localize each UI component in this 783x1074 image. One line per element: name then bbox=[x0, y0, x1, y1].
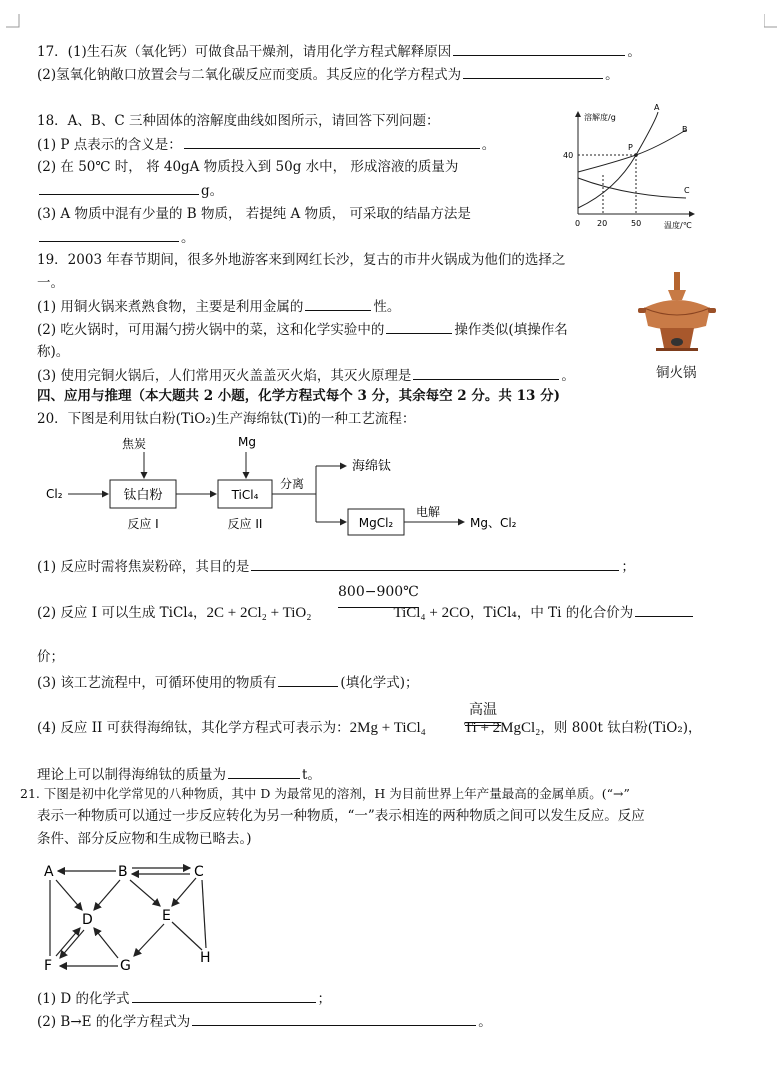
curve-a-label: A bbox=[654, 103, 660, 112]
q20-intro: 20．下图是利用钛白粉(TiO₂)生产海绵钛(Ti)的一种工艺流程： bbox=[37, 411, 416, 427]
node-h: H bbox=[200, 950, 211, 966]
answer-blank[interactable] bbox=[132, 989, 316, 1003]
q19-part2b: 称)。 bbox=[37, 344, 70, 360]
box2-label: TiCl₄ bbox=[231, 488, 259, 502]
box3-label: MgCl₂ bbox=[358, 516, 394, 530]
answer-blank[interactable] bbox=[278, 673, 338, 687]
x-tick-50: 50 bbox=[631, 219, 642, 228]
q20-part2: (2) 反应 I 可以生成 TiCl₄，2C + 2Cl₂ + TiO₂ TiCl₄ + 2CO，TiCl₄，中 Ti 的化合价为 bbox=[37, 603, 695, 622]
q19-intro-a: 19．2003 年春节期间，很多外地游客来到网红长沙，复古的市井火锅成为他们的选择之 bbox=[37, 252, 566, 268]
answer-blank[interactable] bbox=[453, 42, 625, 56]
answer-blank[interactable] bbox=[305, 297, 371, 311]
answer-blank[interactable] bbox=[386, 320, 452, 334]
substance-relation-diagram bbox=[38, 858, 228, 978]
curve-c-label: C bbox=[684, 186, 690, 195]
q20-part4: (4) 反应 II 可获得海绵钛，其化学方程式可表示为：2Mg + TiCl₄ Ti + 2MgCl₂，则 800t 钛白粉(TiO₂)， bbox=[37, 720, 702, 736]
equation2-arrow-top bbox=[465, 722, 501, 723]
reaction1-label: 反应 I bbox=[127, 517, 159, 531]
q18-part3a: (3) A 物质中混有少量的 B 物质， 若提纯 A 物质， 可采取的结晶方法是 bbox=[37, 206, 471, 222]
q21-part2: (2) B→E 的化学方程式为 。 bbox=[37, 1014, 492, 1030]
q19-part3: (3) 使用完铜火锅后，人们常用灭火盖盖灭火焰，其灭火原理是 。 bbox=[37, 368, 575, 384]
separate-label: 分离 bbox=[280, 477, 305, 491]
answer-blank[interactable] bbox=[413, 366, 559, 380]
node-e: E bbox=[162, 908, 171, 924]
node-b: B bbox=[118, 864, 128, 880]
coke-label: 焦炭 bbox=[122, 437, 147, 451]
answer-blank[interactable] bbox=[39, 228, 179, 242]
q17-line2: (2)氢氧化钠敞口放置会与二氧化碳反应而变质。其反应的化学方程式为 。 bbox=[37, 67, 619, 83]
corner-mark-right bbox=[764, 14, 778, 28]
products-label: Mg、Cl₂ bbox=[470, 516, 517, 530]
equation1-condition: 800−900℃ bbox=[338, 584, 419, 600]
x-axis-label: 温度/℃ bbox=[664, 221, 692, 230]
q20-part2-end: 价； bbox=[37, 649, 64, 665]
y-axis-label: 溶解度/g bbox=[584, 113, 616, 122]
answer-blank[interactable] bbox=[39, 181, 199, 195]
equation1-arrow bbox=[338, 607, 418, 608]
mg-label: Mg bbox=[238, 435, 256, 449]
x-tick-20: 20 bbox=[597, 219, 608, 228]
node-a: A bbox=[44, 864, 54, 880]
q20-part4b: 理论上可以制得海绵钛的质量为 t。 bbox=[37, 767, 321, 783]
q20-part3: (3) 该工艺流程中，可循环使用的物质有 (填化学式)； bbox=[37, 675, 419, 691]
hotpot-caption: 铜火锅 bbox=[656, 365, 697, 381]
curve-c bbox=[578, 178, 686, 198]
sponge-ti-label: 海绵钛 bbox=[352, 459, 392, 474]
q18-part3b: 。 bbox=[37, 228, 195, 247]
origin-label: 0 bbox=[575, 219, 581, 228]
corner-mark-left bbox=[6, 14, 20, 28]
equation1-left: 2C + 2Cl₂ + TiO₂ bbox=[206, 605, 312, 621]
equation2-arrow-bottom bbox=[465, 725, 501, 726]
answer-blank[interactable] bbox=[184, 135, 480, 149]
equation2-condition: 高温 bbox=[469, 702, 497, 718]
answer-blank[interactable] bbox=[228, 765, 300, 779]
q17-line1: 17．(1)生石灰（氧化钙）可做食品干燥剂，请用化学方程式解释原因 。 bbox=[37, 44, 641, 60]
node-f: F bbox=[44, 958, 53, 974]
cl2-label: Cl₂ bbox=[46, 487, 63, 501]
node-c: C bbox=[194, 864, 204, 880]
q19-intro-b: 一。 bbox=[37, 275, 64, 291]
copper-hotpot-image bbox=[636, 268, 718, 364]
answer-blank[interactable] bbox=[635, 603, 693, 617]
equation2-right: Ti + 2MgCl₂ bbox=[463, 720, 541, 736]
equation2-left: 2Mg + TiCl₄ bbox=[349, 720, 426, 736]
point-p bbox=[634, 153, 638, 157]
solubility-chart bbox=[556, 100, 704, 232]
q19-part2a: (2) 吃火锅时，可用漏勺捞火锅中的菜，这和化学实验中的 操作类似(填操作名 bbox=[37, 322, 568, 338]
y-tick-40: 40 bbox=[563, 151, 574, 160]
q21-part1: (1) D 的化学式 ； bbox=[37, 991, 332, 1007]
node-g: G bbox=[120, 958, 131, 974]
box1-label: 钛白粉 bbox=[123, 488, 163, 503]
answer-blank[interactable] bbox=[463, 65, 603, 79]
curve-b-label: B bbox=[682, 125, 688, 134]
q21-intro-a: 21. 下图是初中化学常见的八种物质，其中 D 为最常见的溶剂，H 为目前世界上年产量最高的金属单质。(“→” bbox=[20, 786, 630, 801]
equation1-right: TiCl₄ + 2CO bbox=[393, 605, 470, 621]
q18-part1: (1) P 点表示的含义是： 。 bbox=[37, 137, 496, 153]
answer-blank[interactable] bbox=[192, 1012, 476, 1026]
q21-intro-c: 条件、部分反应物和生成物已略去。) bbox=[37, 831, 252, 847]
q18-part2a: (2) 在 50℃ 时， 将 40gA 物质投入到 50g 水中， 形成溶液的质量为 bbox=[37, 159, 459, 175]
reaction2-label: 反应 II bbox=[227, 517, 263, 531]
q18-part2b: g。 bbox=[37, 181, 223, 200]
node-d: D bbox=[82, 912, 93, 928]
process-flow-diagram bbox=[40, 430, 560, 542]
q21-intro-b: 表示一种物质可以通过一步反应转化为另一种物质，“一”表示相连的两种物质之间可以发生反应。反应 bbox=[37, 808, 645, 824]
q18-intro: 18．A、B、C 三种固体的溶解度曲线如图所示，请回答下列问题： bbox=[37, 113, 440, 129]
q20-part1: (1) 反应时需将焦炭粉碎，其目的是 ； bbox=[37, 559, 635, 575]
curve-a bbox=[578, 112, 658, 208]
point-p-label: P bbox=[628, 143, 633, 152]
answer-blank[interactable] bbox=[251, 557, 619, 571]
electrolysis-label: 电解 bbox=[416, 505, 441, 519]
q19-part1: (1) 用铜火锅来煮熟食物，主要是利用金属的 性。 bbox=[37, 299, 401, 315]
section-4-heading: 四、应用与推理（本大题共 2 小题，化学方程式每个 3 分，其余每空 2 分。共 13 分) bbox=[37, 388, 560, 404]
